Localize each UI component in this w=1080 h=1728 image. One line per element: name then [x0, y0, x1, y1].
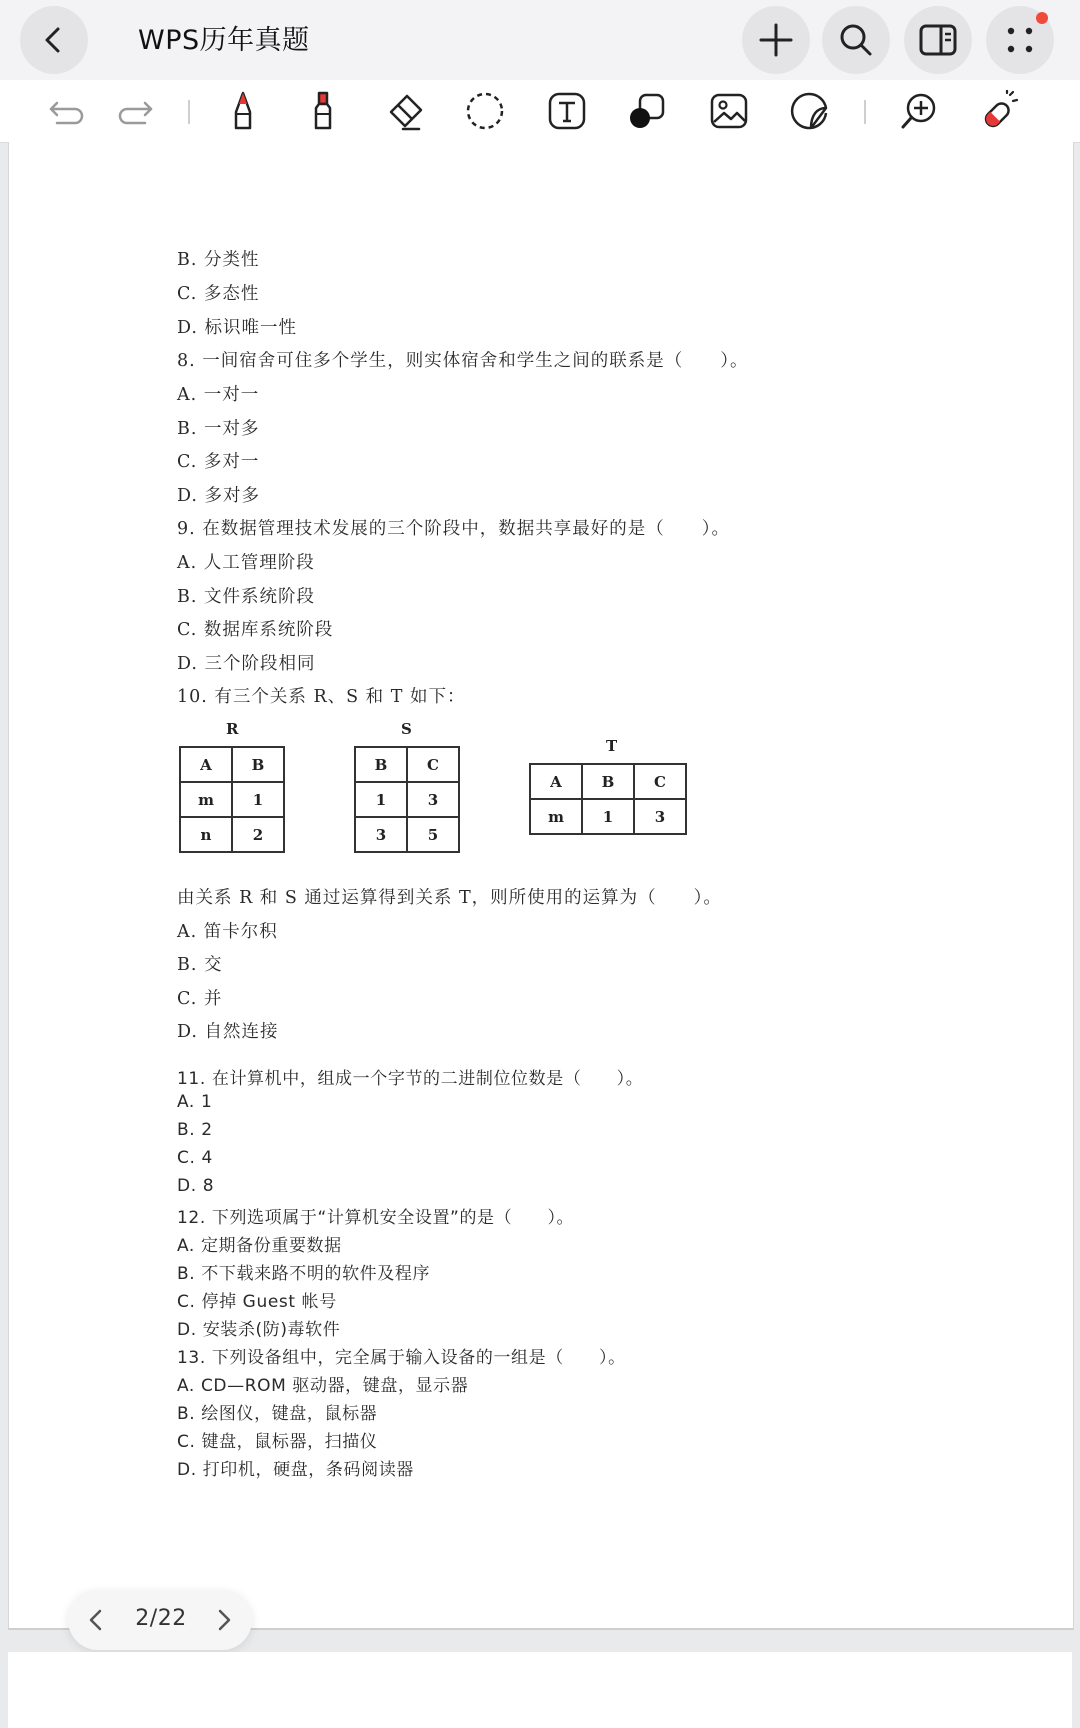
notification-dot: [1036, 12, 1048, 24]
laser-pointer-tool[interactable]: [974, 86, 1024, 136]
text-line: C. 多态性: [177, 284, 260, 304]
text-line: C. 并: [177, 989, 223, 1009]
text-line: D. 三个阶段相同: [177, 654, 316, 674]
current-page-number: 2: [135, 1606, 150, 1631]
annotation-toolbar: [0, 80, 1080, 143]
text-line: B. 不下载来路不明的软件及程序: [177, 1264, 431, 1284]
layout-button[interactable]: [904, 6, 972, 74]
table-cell: A: [180, 747, 232, 782]
text-line: C. 键盘，鼠标器，扫描仪: [177, 1432, 378, 1452]
question-12: 12. 下列选项属于“计算机安全设置”的是（ ）。: [177, 1208, 575, 1228]
text-line: A. 定期备份重要数据: [177, 1236, 342, 1256]
eraser-tool[interactable]: [380, 86, 430, 136]
table-cell: 3: [634, 799, 686, 834]
text-line: B. 2: [177, 1120, 213, 1140]
search-icon: [838, 22, 874, 58]
more-dots-icon: [1004, 24, 1036, 56]
relation-s-table: [354, 746, 460, 853]
lasso-icon: [465, 91, 505, 131]
text-line: C. 停掉 Guest 帐号: [177, 1292, 337, 1312]
table-cell: B: [582, 764, 634, 799]
chevron-left-icon: [86, 1608, 106, 1632]
document-page: [8, 142, 1074, 1630]
chevron-left-icon: [39, 25, 69, 55]
pen-icon: [228, 90, 258, 132]
text-line: A. 一对一: [177, 385, 260, 405]
back-button[interactable]: [20, 6, 88, 74]
question-11: 11. 在计算机中，组成一个字节的二进制位位数是（ ）。: [177, 1069, 644, 1089]
highlighter-icon: [308, 90, 338, 132]
chevron-right-icon: [214, 1608, 234, 1632]
redo-button[interactable]: [110, 86, 160, 136]
text-line: 由关系 R 和 S 通过运算得到关系 T，则所使用的运算为（ ）。: [177, 888, 722, 908]
text-line: A. 人工管理阶段: [177, 553, 315, 573]
table-cell: 5: [407, 817, 459, 852]
table-cell: 1: [582, 799, 634, 834]
table-cell: 3: [407, 782, 459, 817]
text-line: B. 分类性: [177, 250, 260, 270]
next-document-page: [8, 1652, 1072, 1728]
text-line: B. 绘图仪，键盘，鼠标器: [177, 1404, 378, 1424]
table-cell: 3: [355, 817, 407, 852]
relation-label: S: [401, 720, 412, 738]
table-cell: C: [634, 764, 686, 799]
text-line: A. 笛卡尔积: [177, 922, 278, 942]
text-line: D. 多对多: [177, 486, 261, 506]
text-box-tool[interactable]: [542, 86, 592, 136]
document-title: WPS历年真题: [138, 25, 310, 56]
top-bar: [0, 0, 1080, 80]
table-cell: C: [407, 747, 459, 782]
text-line: B. 一对多: [177, 419, 260, 439]
next-page-button[interactable]: [204, 1600, 244, 1640]
zoom-tool[interactable]: [894, 86, 944, 136]
redo-icon: [115, 97, 155, 125]
text-line: D. 8: [177, 1176, 215, 1196]
table-cell: 2: [232, 817, 284, 852]
relation-label: T: [606, 737, 618, 755]
text-line: C. 多对一: [177, 452, 260, 472]
table-cell: m: [530, 799, 582, 834]
table-cell: A: [530, 764, 582, 799]
text-line: B. 交: [177, 955, 223, 975]
toolbar-divider: [864, 100, 866, 124]
question-13: 13. 下列设备组中，完全属于输入设备的一组是（ ）。: [177, 1348, 626, 1368]
text-line: D. 打印机，硬盘，条码阅读器: [177, 1460, 414, 1480]
highlighter-tool[interactable]: [298, 86, 348, 136]
page-indicator: 2/22: [135, 1606, 187, 1631]
text-box-icon: [547, 91, 587, 131]
question-8: 8. 一间宿舍可住多个学生，则实体宿舍和学生之间的联系是（ ）。: [177, 351, 749, 371]
lasso-tool[interactable]: [460, 86, 510, 136]
text-line: A. 1: [177, 1092, 213, 1112]
plus-icon: [758, 22, 794, 58]
laser-pointer-icon: [978, 90, 1020, 132]
undo-icon: [47, 97, 87, 125]
pen-tool[interactable]: [218, 86, 268, 136]
table-cell: B: [355, 747, 407, 782]
page-navigator: [68, 1590, 252, 1650]
sticker-icon: [789, 91, 829, 131]
search-button[interactable]: [822, 6, 890, 74]
relation-t-table: [529, 763, 687, 835]
text-line: A. CD—ROM 驱动器，键盘，显示器: [177, 1376, 469, 1396]
shapes-tool[interactable]: [622, 86, 672, 136]
undo-button[interactable]: [42, 86, 92, 136]
question-10: 10. 有三个关系 R、S 和 T 如下：: [177, 687, 466, 707]
eraser-icon: [385, 91, 425, 131]
text-line: D. 自然连接: [177, 1022, 279, 1042]
image-icon: [709, 91, 749, 131]
question-9: 9. 在数据管理技术发展的三个阶段中，数据共享最好的是（ ）。: [177, 519, 731, 539]
relation-label: R: [226, 720, 239, 738]
table-cell: m: [180, 782, 232, 817]
text-line: D. 安装杀(防)毒软件: [177, 1320, 341, 1340]
shapes-icon: [627, 91, 667, 131]
sticker-tool[interactable]: [784, 86, 834, 136]
table-cell: 1: [232, 782, 284, 817]
toolbar-divider: [188, 100, 190, 124]
text-line: C. 4: [177, 1148, 213, 1168]
relation-r-table: [179, 746, 285, 853]
previous-page-button[interactable]: [76, 1600, 116, 1640]
text-line: B. 文件系统阶段: [177, 587, 315, 607]
table-cell: B: [232, 747, 284, 782]
image-tool[interactable]: [704, 86, 754, 136]
text-line: D. 标识唯一性: [177, 318, 298, 338]
zoom-icon: [899, 91, 939, 131]
add-button[interactable]: [742, 6, 810, 74]
table-cell: 1: [355, 782, 407, 817]
sidebar-layout-icon: [919, 24, 957, 56]
total-page-count: 22: [157, 1606, 187, 1631]
text-line: C. 数据库系统阶段: [177, 620, 334, 640]
table-cell: n: [180, 817, 232, 852]
